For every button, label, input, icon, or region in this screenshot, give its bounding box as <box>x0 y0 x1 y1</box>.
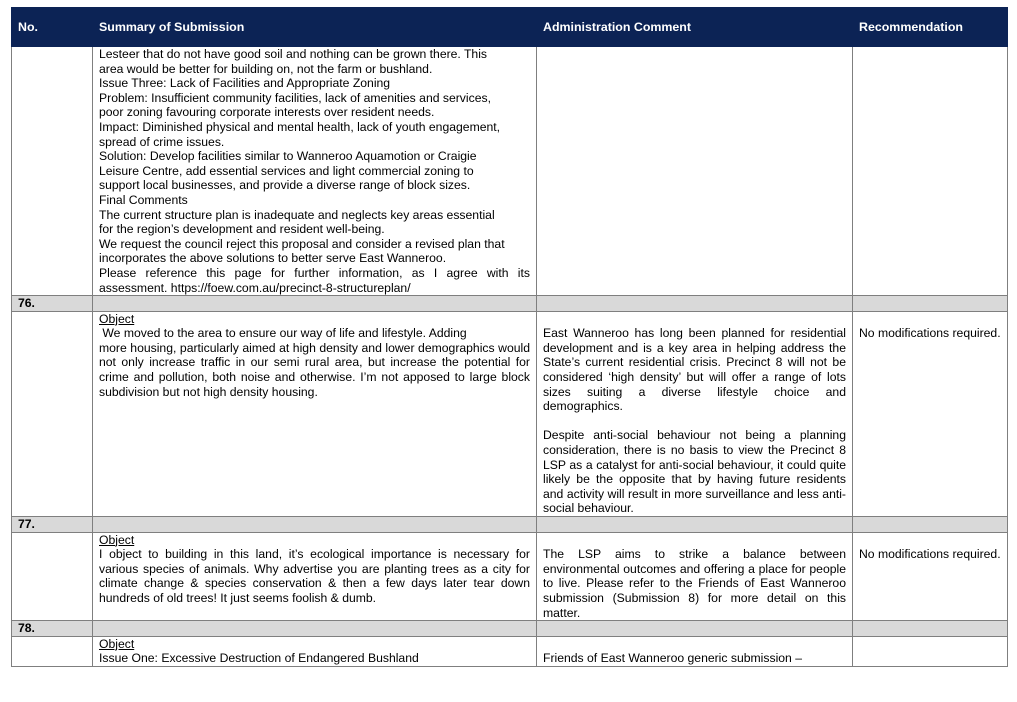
summary-line: The current structure plan is inadequate and neglects key areas essential <box>99 207 495 222</box>
cell-summary <box>93 636 537 666</box>
submission-type: Object <box>99 636 135 651</box>
summary-line: for the region’s development and resident well-being. <box>99 222 385 237</box>
cell-comment <box>537 636 853 666</box>
cell-recommendation <box>853 311 1008 516</box>
header-summary: Summary of Submission <box>93 8 537 47</box>
submission-type: Object <box>99 311 135 326</box>
header-row <box>12 8 1008 47</box>
summary-line: Final Comments <box>99 192 188 207</box>
summary-line: Lesteer that do not have good soil and nothing can be grown there. This <box>99 47 488 61</box>
cell-no <box>12 47 93 296</box>
submissions-table <box>11 7 1008 667</box>
summary-line: support local businesses, and provide a diverse range of block sizes. <box>99 178 471 193</box>
submission-number: 78. <box>12 621 93 637</box>
cell-recommendation <box>853 532 1008 621</box>
summary-text: I object to building in this land, it’s ecological importance is necessary for various species of animals. Why advertise you are planting trees as a city for climate change & species conservation & then a few days later tear down hundreds of old trees! It just seems foolish & dumb. <box>99 547 530 605</box>
cell-comment <box>537 532 853 621</box>
summary-lines <box>99 47 530 266</box>
submission-number-row <box>12 621 1008 637</box>
submission-number-row <box>12 517 1008 533</box>
summary-line: Impact: Diminished physical and mental health, lack of youth engagement, <box>99 119 501 134</box>
summary-line: poor zoning favouring corporate interests over resident needs. <box>99 105 435 120</box>
summary-line: We request the council reject this proposal and consider a revised plan that <box>99 236 505 251</box>
admin-comment: The LSP aims to strike a balance between environmental outcomes and offering a place for people to live. Please refer to the Friends of East Wanneroo submission (Submission 8) for more detail on this matter. <box>543 547 846 620</box>
cell-comment <box>537 47 853 296</box>
cell-recommendation <box>853 636 1008 666</box>
summary-line: assessment. https://foew.com.au/precinct-8-structureplan/ <box>99 280 411 295</box>
summary-text: We moved to the area to ensure our way of life and lifestyle. Adding <box>99 326 467 341</box>
cell-summary <box>93 47 537 296</box>
summary-text: Issue One: Excessive Destruction of Endangered Bushland <box>99 651 419 666</box>
cell-no <box>12 636 93 666</box>
header-recommendation: Recommendation <box>853 8 1008 47</box>
recommendation-text: No modifications required. <box>859 547 1001 562</box>
summary-line: Problem: Insufficient community facilities, lack of amenities and services, <box>99 90 491 105</box>
admin-comment: Despite anti-social behaviour not being a planning consideration, there is no basis to view the Precinct 8 LSP as a catalyst for anti-social behaviour, it could quite likely be the opposite that by having future residents and activity will result in more surveillance and less anti-social behaviour. <box>543 428 846 516</box>
summary-line: area would be better for building on, not the farm or bushland. <box>99 61 433 76</box>
summary-line: incorporates the above solutions to better serve East Wanneroo. <box>99 251 447 266</box>
cell-summary <box>93 532 537 621</box>
summary-line: Solution: Develop facilities similar to Wanneroo Aquamotion or Craigie <box>99 149 477 164</box>
summary-line: spread of crime issues. <box>99 134 225 149</box>
submission-number: 76. <box>12 296 93 312</box>
submission-number: 77. <box>12 517 93 533</box>
cell-summary <box>93 311 537 516</box>
cell-no <box>12 532 93 621</box>
submission-number-row <box>12 296 1008 312</box>
admin-comment: Friends of East Wanneroo generic submission – <box>543 651 802 666</box>
recommendation-text: No modifications required. <box>859 326 1001 341</box>
cell-no <box>12 311 93 516</box>
table-row-submission-78 <box>12 636 1008 666</box>
admin-comment: East Wanneroo has long been planned for residential development and is a key area in helping address the State’s current residential crisis. Precinct 8 will not be considered ‘high density’ but will offer a range of lots sizes suiting a diverse lifestyle choice and demographics. <box>543 326 846 414</box>
table-row-submission-76 <box>12 311 1008 516</box>
summary-line: Issue Three: Lack of Facilities and Appropriate Zoning <box>99 76 391 91</box>
summary-line: Leisure Centre, add essential services and light commercial zoning to <box>99 163 474 178</box>
table-row-submission-77 <box>12 532 1008 621</box>
summary-text: more housing, particularly aimed at high density and lower demographics would not only increase traffic in our semi rural area, but increase the potential for crime and pollution, both noise and otherwise. I’m not apposed to large block subdivision but not high density housing. <box>99 340 530 399</box>
cell-recommendation <box>853 47 1008 296</box>
header-no: No. <box>12 8 93 47</box>
submission-type: Object <box>99 532 135 547</box>
cell-comment <box>537 311 853 516</box>
table-row-continuation <box>12 47 1008 296</box>
summary-line: Please reference this page for further information, as I agree with its <box>99 265 530 280</box>
header-comment: Administration Comment <box>537 8 853 47</box>
